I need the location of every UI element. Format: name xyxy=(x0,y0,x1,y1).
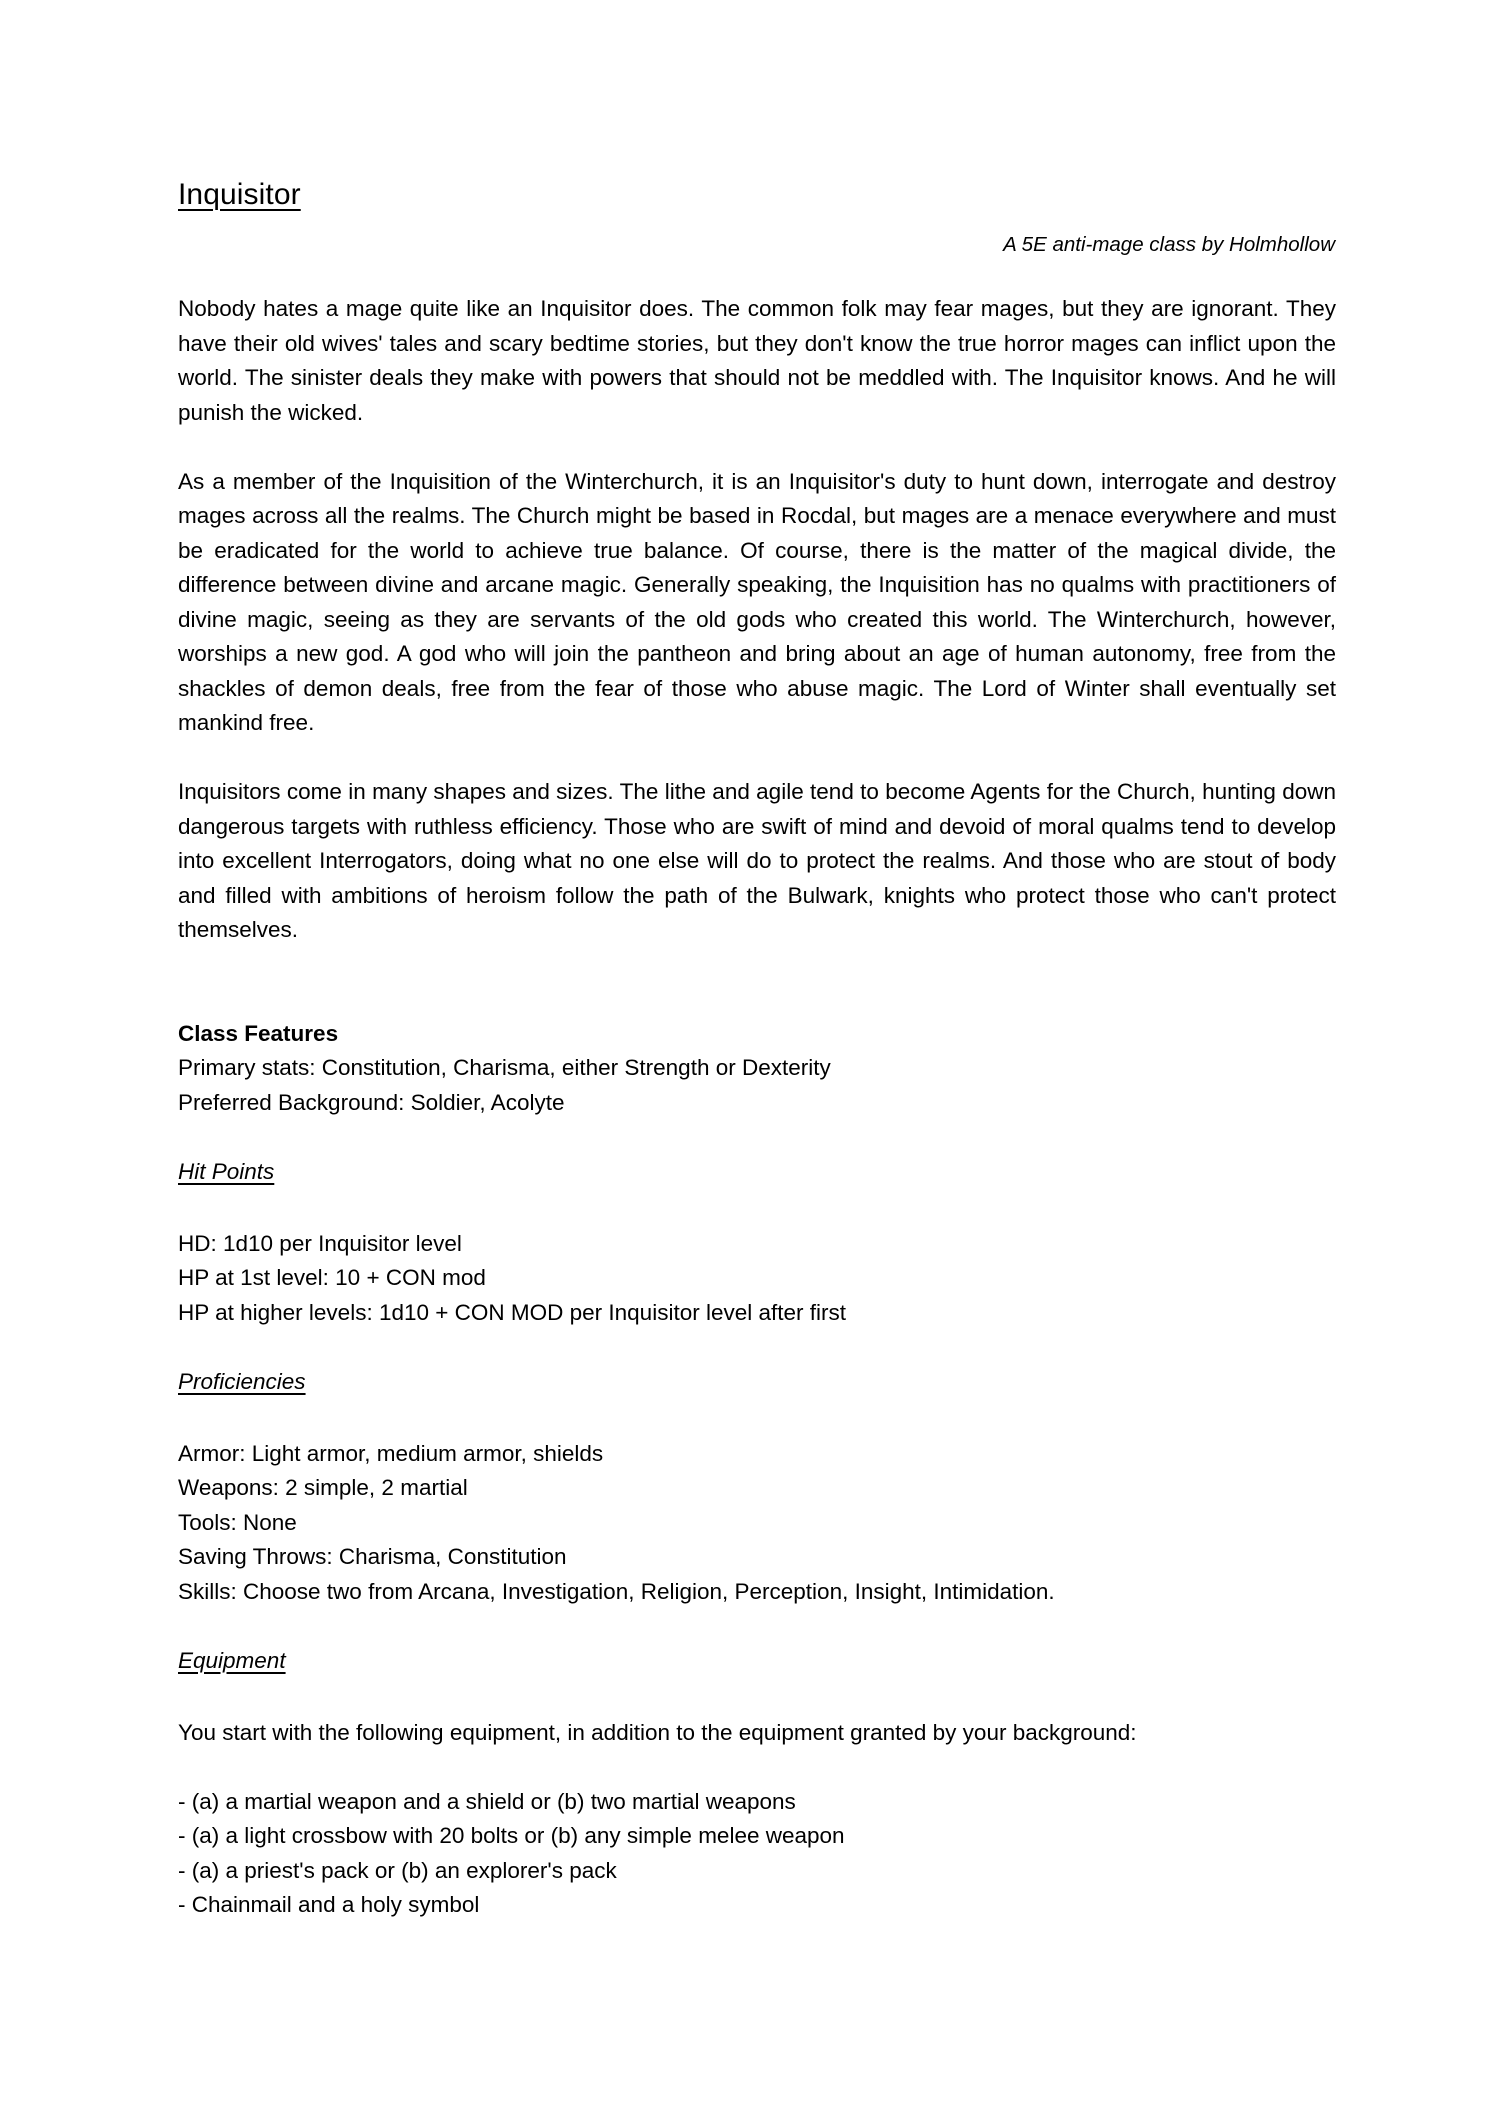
document-content xyxy=(178,178,1336,1923)
spacer xyxy=(178,1330,1336,1365)
intro-paragraph-2: As a member of the Inquisition of the Winterchurch, it is an Inquisitor's duty to hunt down, interrogate and destroy mages across all the realms. The Church might be based in Rocdal, but mages are a menace everywhere and must be eradicated for the world to achieve true balance. Of course, there is the matter of the magical divide, the difference between divine and arcane magic. Generally speaking, the Inquisition has no qualms with practitioners of divine magic, seeing as they are servants of the old gods who created this world. The Winterchurch, however, worships a new god. A god who will join the pantheon and bring about an age of human autonomy, free from the shackles of demon deals, free from the fear of those who abuse magic. The Lord of Winter shall eventually set mankind free. xyxy=(178,468,1336,736)
proficiency-tools: Tools: None xyxy=(178,1509,297,1535)
hit-points-first-level: HP at 1st level: 10 + CON mod xyxy=(178,1265,486,1291)
hit-points-hd: HD: 1d10 per Inquisitor level xyxy=(178,1230,462,1256)
spacer xyxy=(178,1609,1336,1644)
proficiency-armor: Armor: Light armor, medium armor, shields xyxy=(178,1440,604,1466)
equipment-list-item: - (a) a light crossbow with 20 bolts or (b) any simple melee weapon xyxy=(178,1823,845,1849)
intro-paragraph-1: Nobody hates a mage quite like an Inquisitor does. The common folk may fear mages, but they are ignorant. They have their old wives' tales and scary bedtime stories, but they don't know the true horror mages can inflict upon the world. The sinister deals they make with powers that should not be meddled with. The Inquisitor knows. And he will punish the wicked. xyxy=(178,296,1336,425)
class-features-primary-stats: Primary stats: Constitution, Charisma, either Strength or Dexterity xyxy=(178,1055,831,1081)
byline: A 5E anti-mage class by Holmhollow xyxy=(1003,232,1335,256)
hit-points-heading-row xyxy=(178,1155,1336,1193)
intro-paragraph-3: Inquisitors come in many shapes and sizes. The lithe and agile tend to become Agents for the Church, hunting down dangerous targets with ruthless efficiency. Those who are swift of mind and devoid of moral qualms tend to develop into excellent Interrogators, doing what no one else will do to protect the realms. And those who are stout of body and filled with ambitions of heroism follow the path of the Bulwark, knights who protect those who can't protect themselves. xyxy=(178,779,1336,943)
section-spacer xyxy=(178,948,1336,1017)
class-features-heading: Class Features xyxy=(178,1020,339,1046)
equipment-list-item: - (a) a martial weapon and a shield or (b) two martial weapons xyxy=(178,1788,796,1814)
equipment-list xyxy=(178,1785,1336,1923)
equipment-list-item: - (a) a priest's pack or (b) an explorer's pack xyxy=(178,1857,617,1883)
proficiency-weapons: Weapons: 2 simple, 2 martial xyxy=(178,1475,468,1501)
spacer xyxy=(178,1402,1336,1437)
hit-points-heading: Hit Points xyxy=(178,1158,275,1184)
proficiencies-heading-row xyxy=(178,1365,1336,1403)
spacer xyxy=(178,1192,1336,1227)
proficiency-saving-throws: Saving Throws: Charisma, Constitution xyxy=(178,1544,567,1570)
page-title: Inquisitor xyxy=(178,178,301,211)
equipment-heading: Equipment xyxy=(178,1647,286,1673)
proficiency-skills: Skills: Choose two from Arcana, Investigation, Religion, Perception, Insight, Intimidation. xyxy=(178,1578,1055,1604)
proficiencies-heading: Proficiencies xyxy=(178,1368,306,1394)
spacer xyxy=(178,1750,1336,1785)
class-features-preferred-background: Preferred Background: Soldier, Acolyte xyxy=(178,1089,565,1115)
spacer xyxy=(178,1120,1336,1155)
equipment-intro: You start with the following equipment, in addition to the equipment granted by your background: xyxy=(178,1719,1137,1745)
equipment-list-item: - Chainmail and a holy symbol xyxy=(178,1892,480,1918)
hit-points-higher-levels: HP at higher levels: 1d10 + CON MOD per Inquisitor level after first xyxy=(178,1299,846,1325)
spacer xyxy=(178,1681,1336,1716)
equipment-heading-row xyxy=(178,1644,1336,1682)
